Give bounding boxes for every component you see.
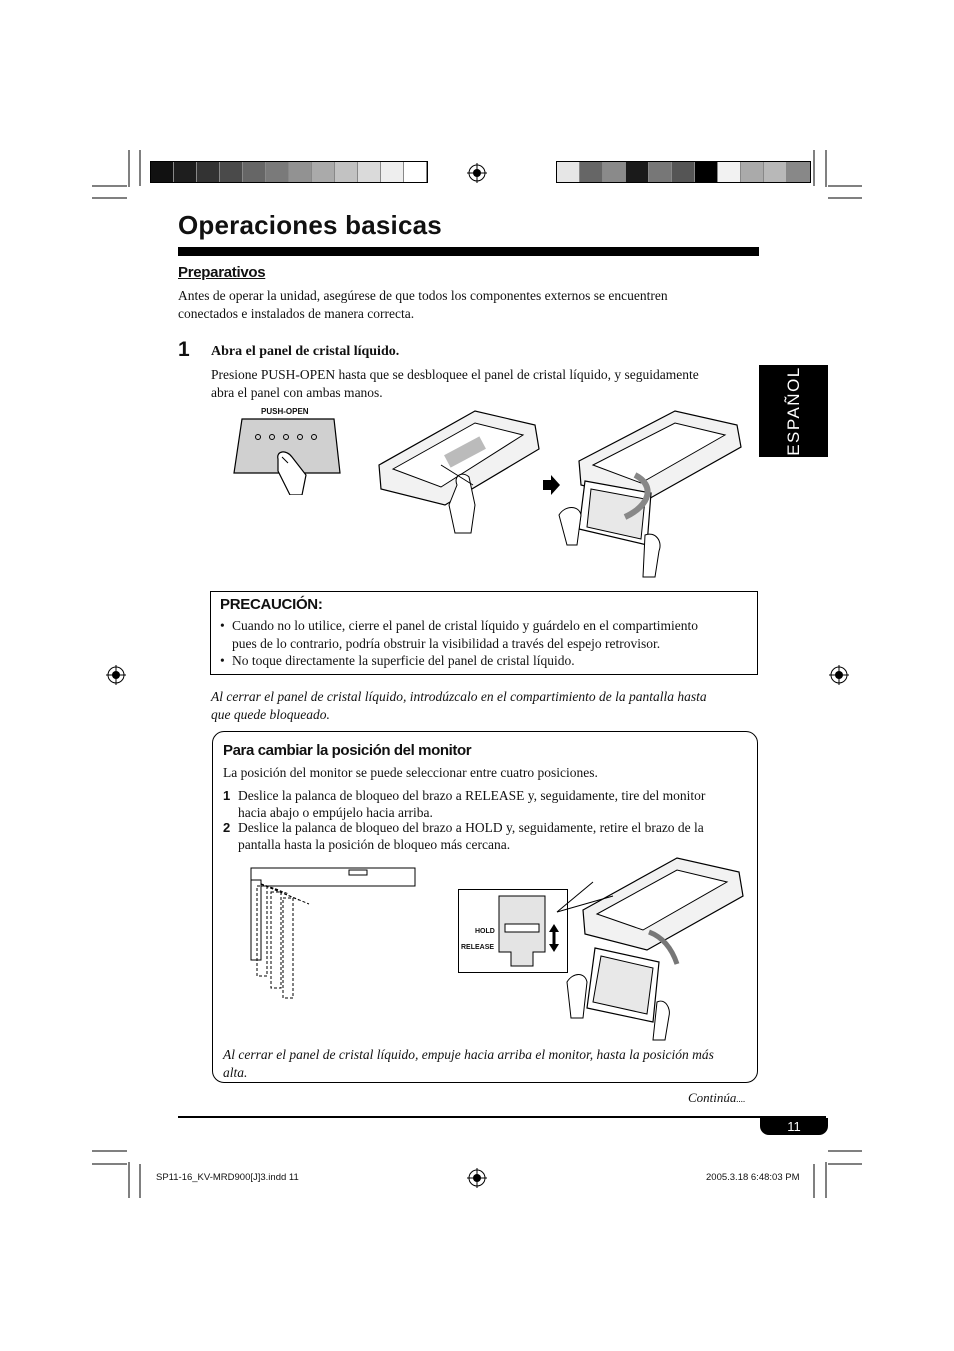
registration-mark-bottom — [467, 1168, 487, 1188]
color-bar-right — [556, 161, 811, 183]
registration-mark-right — [829, 665, 849, 685]
hold-label: HOLD — [475, 928, 495, 935]
list-item1-line2: hacia abajo o empújelo hacia arriba. — [238, 805, 433, 820]
caution-bullet2: No toque directamente la superficie del panel de cristal líquido. — [232, 653, 575, 668]
monitor-note-line2: alta. — [223, 1065, 248, 1080]
color-bar-left — [150, 161, 428, 183]
caution-bullet1-line1: Cuando no lo utilice, cierre el panel de cristal líquido y guárdelo en el compartimiento — [232, 618, 698, 633]
push-open-panel-drawing — [230, 415, 342, 495]
list-item-number: 1 — [223, 788, 231, 803]
release-label: RELEASE — [461, 944, 495, 951]
footer-datetime: 2005.3.18 6:48:03 PM — [706, 1172, 800, 1183]
step1-text-line2: abra el panel con ambas manos. — [211, 385, 383, 400]
list-item1-line1: Deslice la palanca de bloqueo del brazo a RELEASE y, seguidamente, tire del monitor — [238, 788, 706, 803]
unit-closed-illustration — [375, 405, 545, 535]
monitor-note-line1: Al cerrar el panel de cristal líquido, empuje hacia arriba el monitor, hasta la posición más — [223, 1047, 714, 1062]
language-tab — [759, 365, 828, 457]
step-number: 1 — [178, 338, 190, 361]
registration-mark-top — [467, 163, 487, 183]
caution-bullet-mark: • — [220, 618, 225, 633]
continues-text: Continúa — [688, 1090, 737, 1105]
push-open-illustration — [230, 407, 342, 493]
note-close-line2: que quede bloqueado. — [211, 707, 330, 722]
page-number: 11 — [760, 1118, 828, 1135]
registration-mark-left — [106, 665, 126, 685]
unit-monitor-adjust-illustration — [553, 852, 753, 1042]
caution-bullet-mark: • — [220, 653, 225, 668]
monitor-position-heading: Para cambiar la posición del monitor — [223, 742, 472, 759]
continues-label — [688, 1089, 745, 1108]
footer-rule — [178, 1116, 826, 1118]
note-close-line1: Al cerrar el panel de cristal líquido, introdúzcalo en el compartimiento de la pantalla hasta — [211, 689, 707, 704]
monitor-position-box — [212, 731, 758, 1083]
monitor-positions-side-view — [249, 866, 419, 1006]
caution-heading: PRECAUCIÓN: — [220, 596, 323, 613]
page-title: Operaciones basicas — [178, 210, 442, 240]
list-item-number: 2 — [223, 820, 231, 835]
list-item2-line2: pantalla hasta la posición de bloqueo más cercana. — [238, 837, 511, 852]
caution-box — [210, 591, 758, 675]
hold-release-detail — [458, 889, 568, 973]
section-heading-preparativos: Preparativos — [178, 264, 266, 281]
unit-open-illustration — [555, 405, 745, 580]
step1-title: Abra el panel de cristal líquido. — [211, 344, 400, 359]
caution-bullet1-line2: pues de lo contrario, podría obstruir la visibilidad a través del espejo retrovisor. — [232, 636, 661, 651]
language-tab-label: ESPAÑOL — [783, 366, 803, 456]
list-item2-line1: Deslice la palanca de bloqueo del brazo a HOLD y, seguidamente, retire el brazo de la — [238, 820, 704, 835]
continues-dots: .... — [736, 1094, 746, 1104]
lock-lever-drawing — [497, 894, 547, 970]
footer-file-info: SP11-16_KV-MRD900[J]3.indd 11 — [156, 1172, 299, 1183]
push-open-label: PUSH-OPEN — [261, 407, 309, 416]
step1-text-line1: Presione PUSH-OPEN hasta que se desbloquee el panel de cristal líquido, y seguidamente — [211, 367, 699, 382]
monitor-position-intro: La posición del monitor se puede seleccionar entre cuatro posiciones. — [223, 765, 598, 780]
preparativos-text-line2: conectados e instalados de manera correcta. — [178, 306, 415, 321]
preparativos-text-line1: Antes de operar la unidad, asegúrese de que todos los componentes externos se encuentren — [178, 288, 668, 303]
title-rule — [178, 247, 759, 256]
